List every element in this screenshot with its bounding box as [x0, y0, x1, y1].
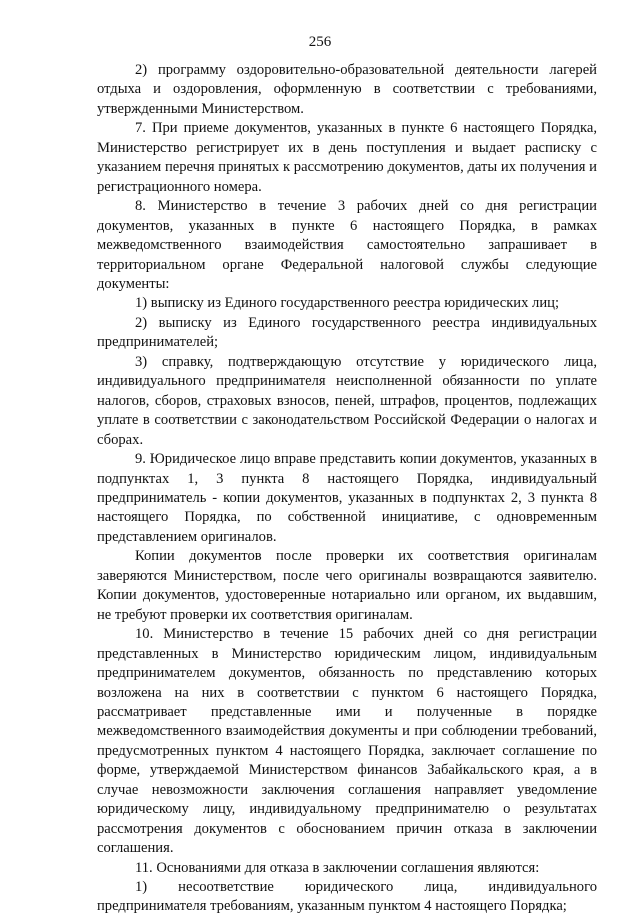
list-item-3: 3) справку, подтверждающую отсутствие у юридического лица, индивидуального предпринимателя неисполненной обязанности по уплате налогов, сборов, страховых взносов, пеней, штрафов, процентов, подлежащих уплате в соответствии с законодательством Российской Федерации о налогах и сборах.	[97, 353, 597, 448]
list-item-refusal-1: 1) несоответствие юридического лица, индивидуального предпринимателя требованиям, указанным пунктом 4 настоящего Порядка;	[97, 879, 597, 915]
paragraph-7: 7. При приеме документов, указанных в пункте 6 настоящего Порядка, Министерство регистрирует их в день поступления и выдает расписку с указанием перечня принятых к рассмотрению документов, даты их получения и регистрационного номера.	[97, 120, 597, 195]
paragraph-copies: Копии документов после проверки их соответствия оригиналам заверяются Министерством, после чего оригиналы возвращаются заявителю. Копии документов, удостоверенные нотариально или органом, их выдавшим, не требуют проверки их соответствия оригиналам.	[97, 548, 597, 623]
list-item-1: 1) выписку из Единого государственного реестра юридических лиц;	[135, 295, 560, 312]
paragraph-10: 10. Министерство в течение 15 рабочих дней со дня регистрации представленных в Министерство юридическим лицом, индивидуальным предпринимателем документов, обязанность по представлению которых возложена на них в соответствии с пунктом 6 настоящего Порядка, рассматривает представленные ими и полученные в порядке межведомственного взаимодействия документы и при соблюдении требований, предусмотренных пунктом 4 настоящего Порядка, заключает соглашение по форме, утверждаемой Министерством финансов Забайкальского края, а в случае невозможности заключения соглашения направляет уведомление юридическому лицу, индивидуальному предпринимателю о результатах рассмотрения документов с обоснованием причин отказа в заключении соглашения.	[97, 626, 597, 857]
paragraph-8: 8. Министерство в течение 3 рабочих дней со дня регистрации документов, указанных в пункте 6 настоящего Порядка, в рамках межведомственного взаимодействия самостоятельно запрашивает в территориальном органе Федеральной налоговой службы следующие документы:	[97, 198, 597, 292]
list-item-2: 2) выписку из Единого государственного реестра индивидуальных предпринимателей;	[97, 314, 597, 351]
document-body	[97, 61, 597, 917]
paragraph-11: 11. Основаниями для отказа в заключении соглашения являются:	[135, 859, 540, 876]
paragraph-program: 2) программу оздоровительно-образовательной деятельности лагерей отдыха и оздоровления, оформленную в соответствии с требованиями, утвержденными Министерством.	[97, 62, 597, 117]
paragraph-9: 9. Юридическое лицо вправе представить копии документов, указанных в подпунктах 1, 3 пункта 8 настоящего Порядка, индивидуальный предприниматель - копии документов, указанных в подпунктах 2, 3 пункта 8 настоящего Порядка, по собственной инициативе, с одновременным представлением оригиналов.	[97, 451, 597, 545]
page-number: 256	[308, 34, 332, 50]
